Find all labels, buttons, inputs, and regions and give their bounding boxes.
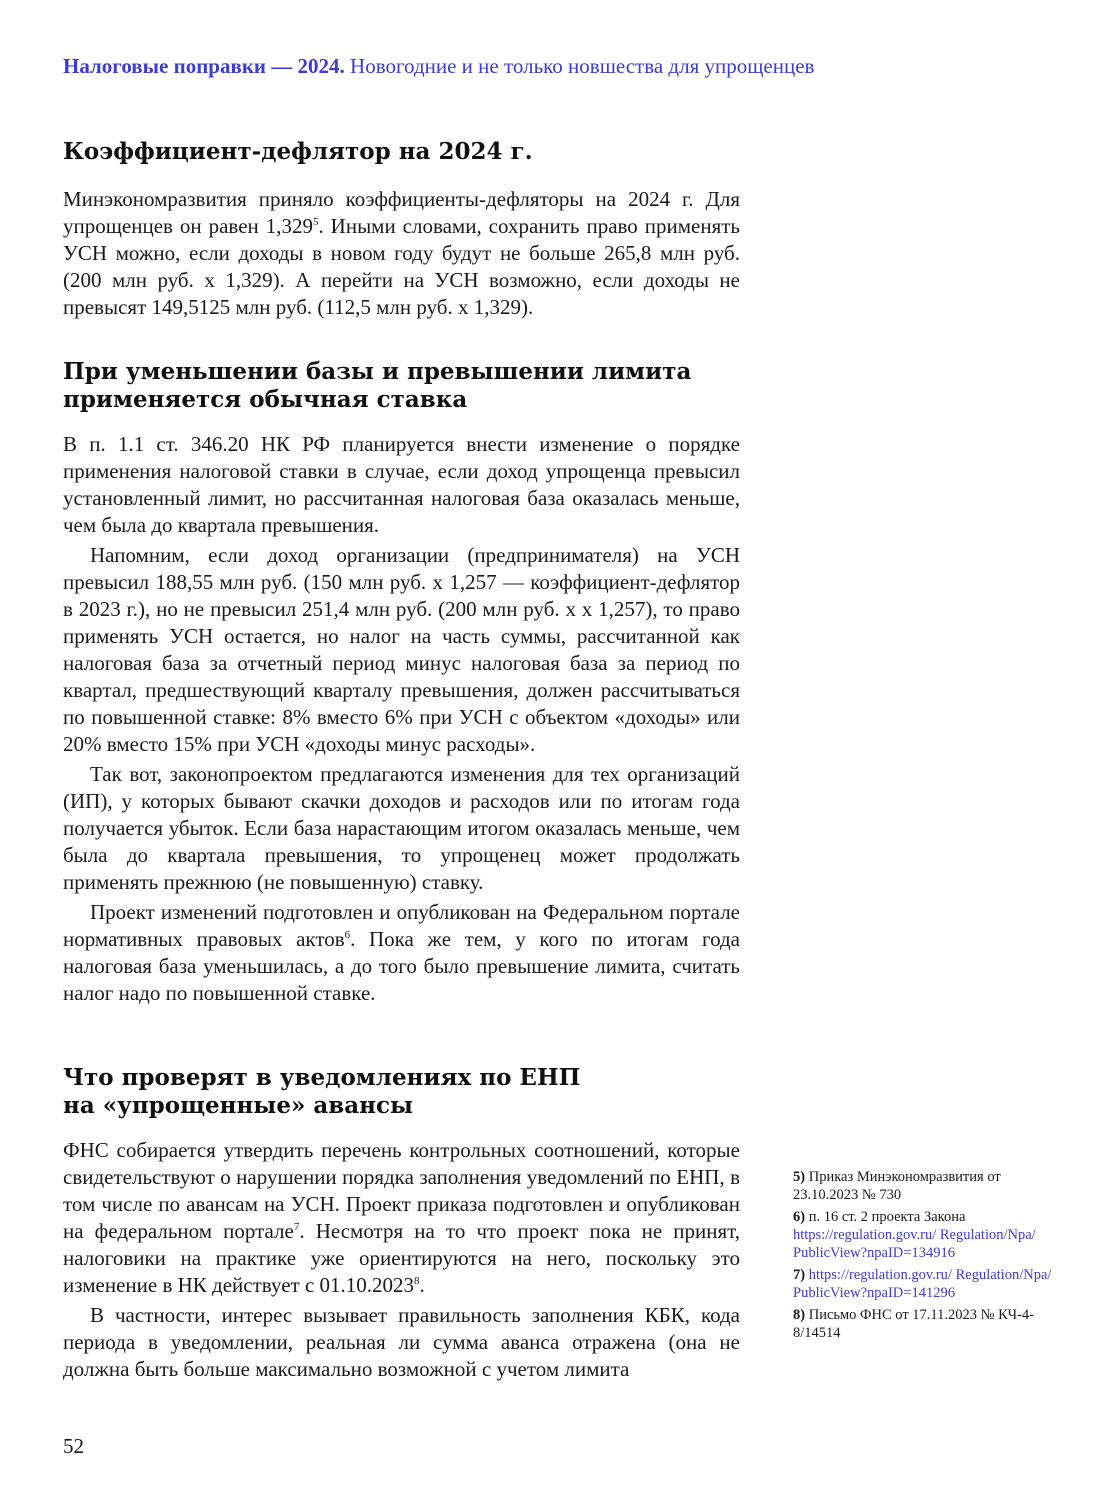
running-head-title: Налоговые поправки — 2024. [63,54,345,78]
section-deflator-body [63,186,740,321]
section-enp-body [63,1137,740,1383]
title-line: При уменьшении базы и превышении лимита [63,358,692,385]
paragraph: В частности, интерес вызывает правильность заполнения КБК, кода периода в уведомлении, реальная ли сумма аванса отражена (она не должна быть больше максимально возможной с учетом лимита [63,1303,740,1381]
footnote-link[interactable]: https://regulation.gov.ru/ Regulation/Npa/ PublicView?npaID=141296 [793,1267,1052,1301]
section-title [63,1064,740,1120]
paragraph [63,186,740,321]
paragraph-text: . Пока же тем, у кого по итогам года налоговая база уменьшилась, а до того было превышение лимита, считать налог надо по повышенной ставке. [63,927,740,1005]
section-enp [63,1064,740,1120]
footnote [793,1168,1053,1204]
paragraph-text: Проект изменений подготовлен и опубликован на Федеральном портале нормативных правовых актов [63,900,740,951]
footnotes [793,1168,1053,1346]
running-head-subtitle: Новогодние и не только новшества для упрощенцев [350,54,815,78]
footnote-number: 6) [793,1209,806,1225]
page-number: 52 [63,1434,84,1458]
footnote-ref[interactable]: 5 [312,216,319,228]
title-line: на «упрощенные» авансы [63,1092,414,1119]
title-line: применяется обычная ставка [63,386,468,413]
footnote-number: 5) [793,1169,806,1185]
section-title: Коэффициент-дефлятор на 2024 г. [63,138,533,165]
section-title [63,358,740,414]
footnote-number: 7) [793,1267,806,1283]
section-rate [63,358,740,414]
footnote-text: Письмо ФНС от 17.11.2023 № КЧ-4-8/14514 [793,1307,1034,1341]
footnote-text: п. 16 ст. 2 проекта Закона [808,1209,966,1225]
title-line: Что проверят в уведомлениях по ЕНП [63,1064,581,1091]
paragraph-text: . Несмотря на то что проект пока не принят, налоговики на практике уже ориентируются на него, поскольку это изменение в НК действует с 01.10.2023 [63,1219,741,1297]
paragraph: В п. 1.1 ст. 346.20 НК РФ планируется внести изменение о порядке применения налоговой ставки в случае, если доход упрощенца превысил установленный лимит, но рассчитанная налоговая база оказалась меньше, чем была до квартала превышения. [63,432,740,537]
paragraph: Напомним, если доход организации (предпринимателя) на УСН превысил 188,55 млн руб. (150 млн руб. х 1,257 — коэффициент-дефлятор в 2023 г.), но не превысил 251,4 млн руб. (200 млн руб. х х 1,257), то право применять УСН остается, но налог на часть суммы, рассчитанной как налоговая база за отчетный период минус налоговая база за период по квартал, предшествующий кварталу превышения, должен рассчитываться по повышенной ставке: 8% вместо 6% при УСН с объектом «доходы» или 20% вместо 15% при УСН «доходы минус расходы». [63,543,740,756]
footnote [793,1266,1053,1302]
footnote [793,1306,1053,1342]
footnote-number: 8) [793,1307,806,1323]
footnote-ref[interactable]: 7 [293,1221,300,1233]
paragraph-text: . Иными словами, сохранить право применять УСН можно, если доходы в новом году будут не больше 265,8 млн руб. (200 млн руб. х 1,329). А перейти на УСН возможно, если доходы не превысят 149,5125 млн руб. (112,5 млн руб. х 1,329). [63,214,740,319]
paragraph-text: Минэкономразвития приняло коэффициенты-дефляторы на 2024 г. Для упрощенцев он равен 1,329 [63,187,740,238]
section-rate-body [63,431,740,1007]
section-deflator [63,138,740,166]
paragraph: Так вот, законопроектом предлагаются изменения для тех организаций (ИП), у которых бывают скачки доходов и расходов или по итогам года получается убыток. Если база нарастающим итогом оказалась меньше, чем была до квартала превышения, то упрощенец может продолжать применять прежнюю (не повышенную) ставку. [63,762,740,894]
footnote-ref[interactable]: 6 [344,929,351,941]
paragraph-text: . [419,1273,425,1297]
paragraph-text: ФНС собирается утвердить перечень контрольных соотношений, которые свидетельствуют о нарушении порядка заполнения уведомлений по ЕНП, в том числе по авансам на УСН. Проект приказа подготовлен и опубликован на федеральном портале [63,1138,740,1243]
paragraph [63,899,740,1007]
footnote [793,1208,1053,1262]
paragraph [63,1137,740,1299]
footnote-ref[interactable]: 8 [414,1275,420,1287]
footnote-link[interactable]: https://regulation.gov.ru/ Regulation/Npa/ PublicView?npaID=134916 [793,1227,1036,1261]
footnote-text: Приказ Минэкономразвития от 23.10.2023 № 730 [793,1169,1001,1203]
running-head [63,54,1063,79]
